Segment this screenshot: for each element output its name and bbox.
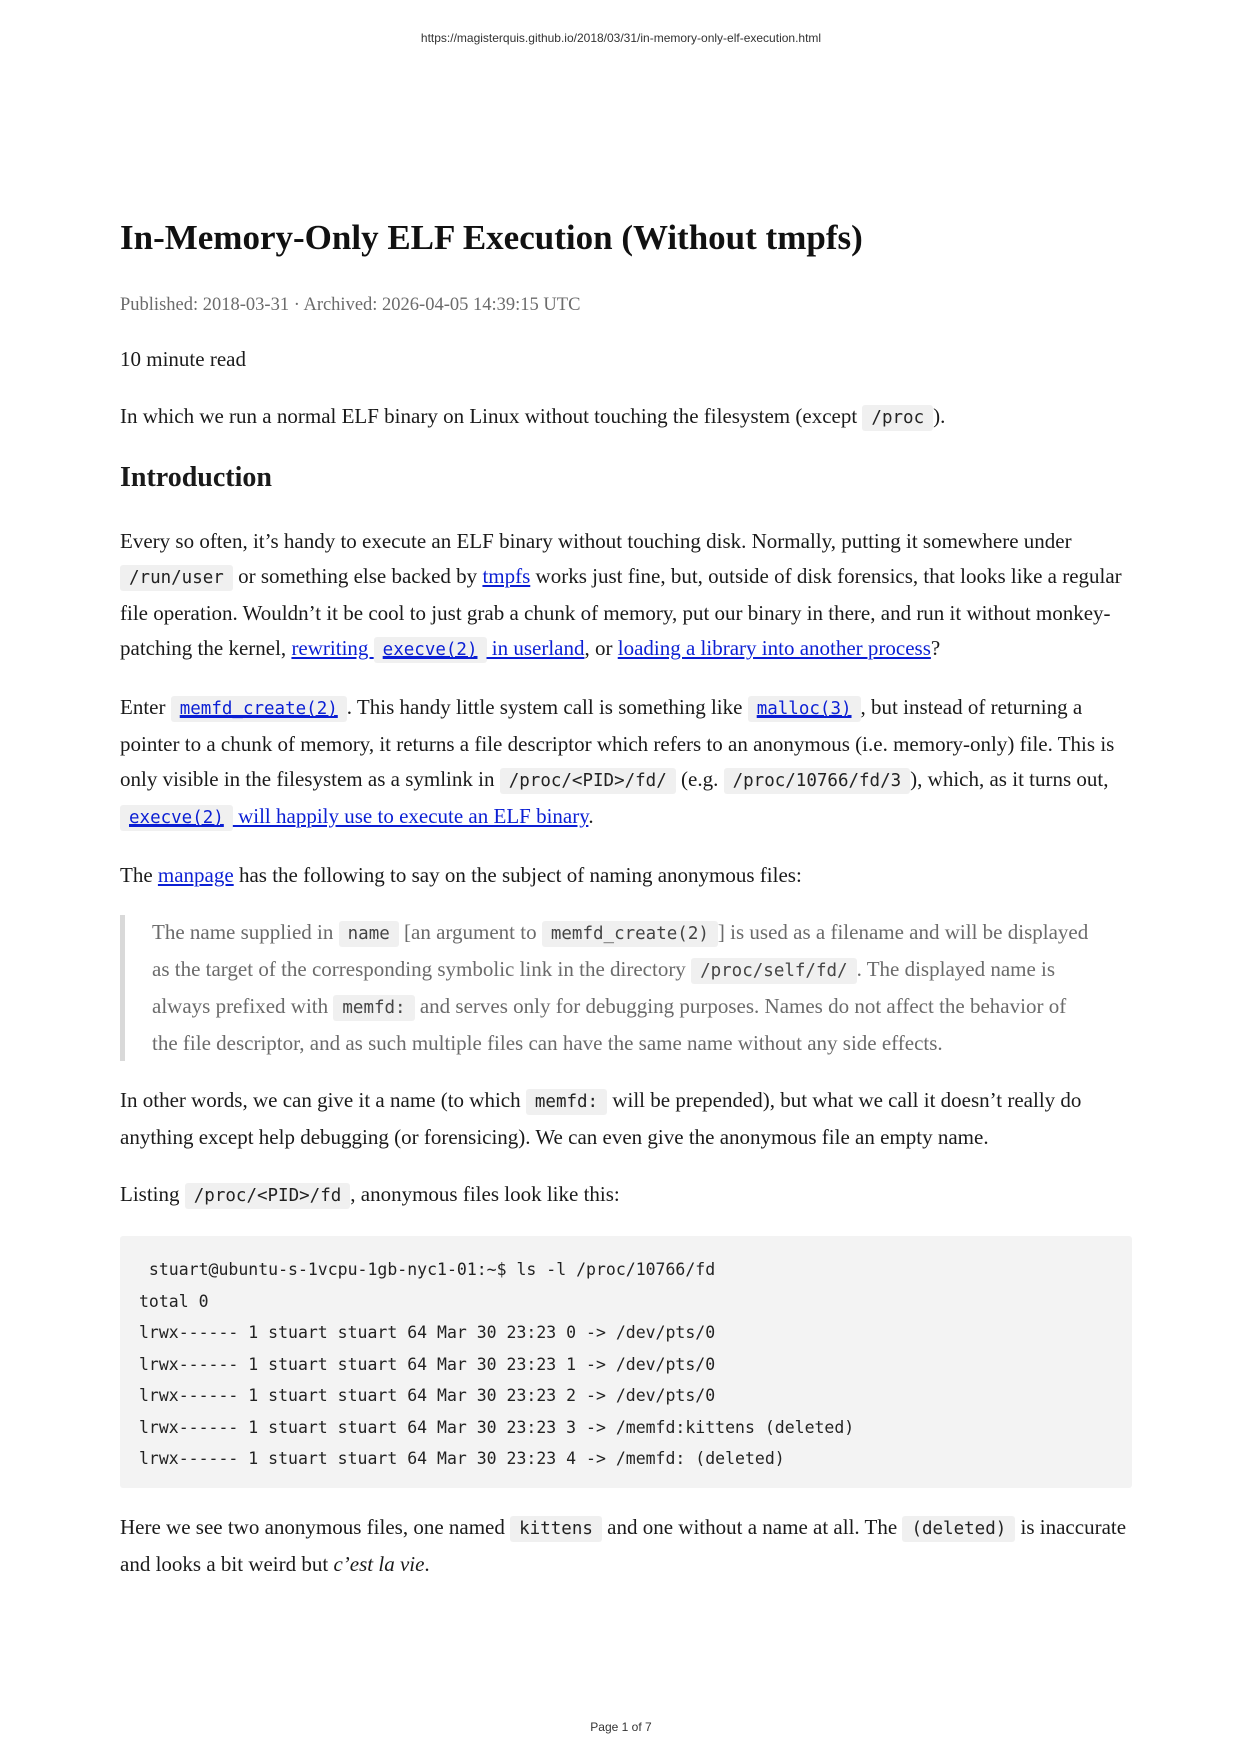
emphasis: c’est la vie [333,1551,425,1576]
inline-code: (deleted) [902,1516,1015,1542]
inline-code: memfd: [333,995,414,1021]
inline-code: memfd_create(2) [542,921,718,947]
intro-paragraph: In which we run a normal ELF binary on Linux without touching the filesystem (except /proc ). [120,399,1132,436]
inline-code: memfd: [526,1089,607,1115]
malloc-link[interactable] [748,695,861,719]
code-line: lrwx------ 1 stuart stuart 64 Mar 30 23:23 4 -> /memfd: (deleted) [139,1449,785,1468]
inline-code: /proc/10766/fd/3 [724,768,911,794]
code-line: lrwx------ 1 stuart stuart 64 Mar 30 23:23 0 -> /dev/pts/0 [139,1323,716,1342]
paragraph-1: Every so often, it’s handy to execute an ELF binary without touching disk. Normally, putting it somewhere under /run/user or something else backed by tmpfs works just fine, but, outside of disk forensics, that looks like a regular file operation. Wouldn’t it be cool to just grab a chunk of memory, put our binary in there, and run it without monkey-patching the kernel, rewriting execve(2) in userland, or loading a library into another process? [120,524,1132,668]
code-line: lrwx------ 1 stuart stuart 64 Mar 30 23:23 3 -> /memfd:kittens (deleted) [139,1417,855,1437]
memfd-create-link[interactable] [171,695,347,719]
code-line: stuart@ubuntu-s-1vcpu-1gb-nyc1-01:~$ ls -l /proc/10766/fd [139,1260,716,1279]
article [120,210,1132,1604]
code-line: total 0 [139,1291,209,1311]
inline-code: malloc(3) [748,696,861,722]
manpage-quote [120,915,1132,1061]
inline-code: /proc [862,405,933,431]
read-time: 10 minute read [120,347,246,371]
inline-code: memfd_create(2) [171,696,347,722]
code-block [120,1236,1132,1488]
loading-library-link[interactable]: loading a library into another process [617,636,931,660]
section-heading-introduction: Introduction [120,462,272,493]
paragraph-5: Listing /proc/<PID>/fd , anonymous files look like this: [120,1177,1132,1214]
inline-code: /proc/self/fd/ [691,958,857,984]
paragraph-6: Here we see two anonymous files, one named kittens and one without a name at all. The (deleted) is inaccurate and looks a bit weird but c’est la vie. [120,1514,1127,1576]
inline-code: kittens [510,1516,602,1542]
inline-code: /proc/<PID>/fd [185,1183,351,1209]
article-title: In-Memory-Only ELF Execution (Without tmpfs) [120,218,863,257]
tmpfs-link[interactable]: tmpfs [482,564,531,588]
code-line: lrwx------ 1 stuart stuart 64 Mar 30 23:23 2 -> /dev/pts/0 [139,1386,716,1405]
paragraph-4: In other words, we can give it a name (to which memfd: will be prepended), but what we call it doesn’t really do anything except help debugging (or forensicing). We can even give the anonymous file an empty name. [120,1088,1082,1149]
rewriting-execve-link[interactable]: rewriting execve(2) in userland [291,636,584,660]
manpage-link[interactable]: manpage [157,863,234,887]
inline-code: /proc/<PID>/fd/ [500,768,676,794]
paragraph-3: The manpage has the following to say on the subject of naming anonymous files: [120,863,802,887]
code-line: lrwx------ 1 stuart stuart 64 Mar 30 23:23 1 -> /dev/pts/0 [139,1354,716,1374]
article-meta: Published: 2018-03-31 · Archived: 2026-04-05 14:39:15 UTC [120,295,581,315]
quote-text: The name supplied in name [an argument to memfd_create(2) ] is used as a filename and will be displayed as the target of the corresponding symbolic link in the directory /proc/self/fd/ . The displayed name is always prefixed with memfd: and serves only for debugging purposes. Names do not affect the behavior of the file descriptor, and as such multiple files can have the same name without any side effects. [152,920,1089,1055]
execve-elf-link[interactable]: execve(2) will happily use to execute an ELF binary [120,804,588,828]
page-number: Page 1 of 7 [590,1720,652,1734]
inline-code: execve(2) [374,637,487,663]
inline-code: name [339,921,399,947]
page-url: https://magisterquis.github.io/2018/03/31/in-memory-only-elf-execution.html [420,31,822,45]
inline-code: execve(2) [120,805,233,831]
paragraph-2: Enter memfd_create(2) . This handy little system call is something like malloc(3) , but instead of returning a pointer to a chunk of memory, it returns a file descriptor which refers to an anonymous (i.e. memory-only) file. This is only visible in the filesystem as a symlink in /proc/<PID>/fd/ (e.g. /proc/10766/fd/3 ), which, as it turns out, execve(2) will happily use to execute an ELF binary. [120,690,1132,836]
inline-code: /run/user [120,565,233,591]
